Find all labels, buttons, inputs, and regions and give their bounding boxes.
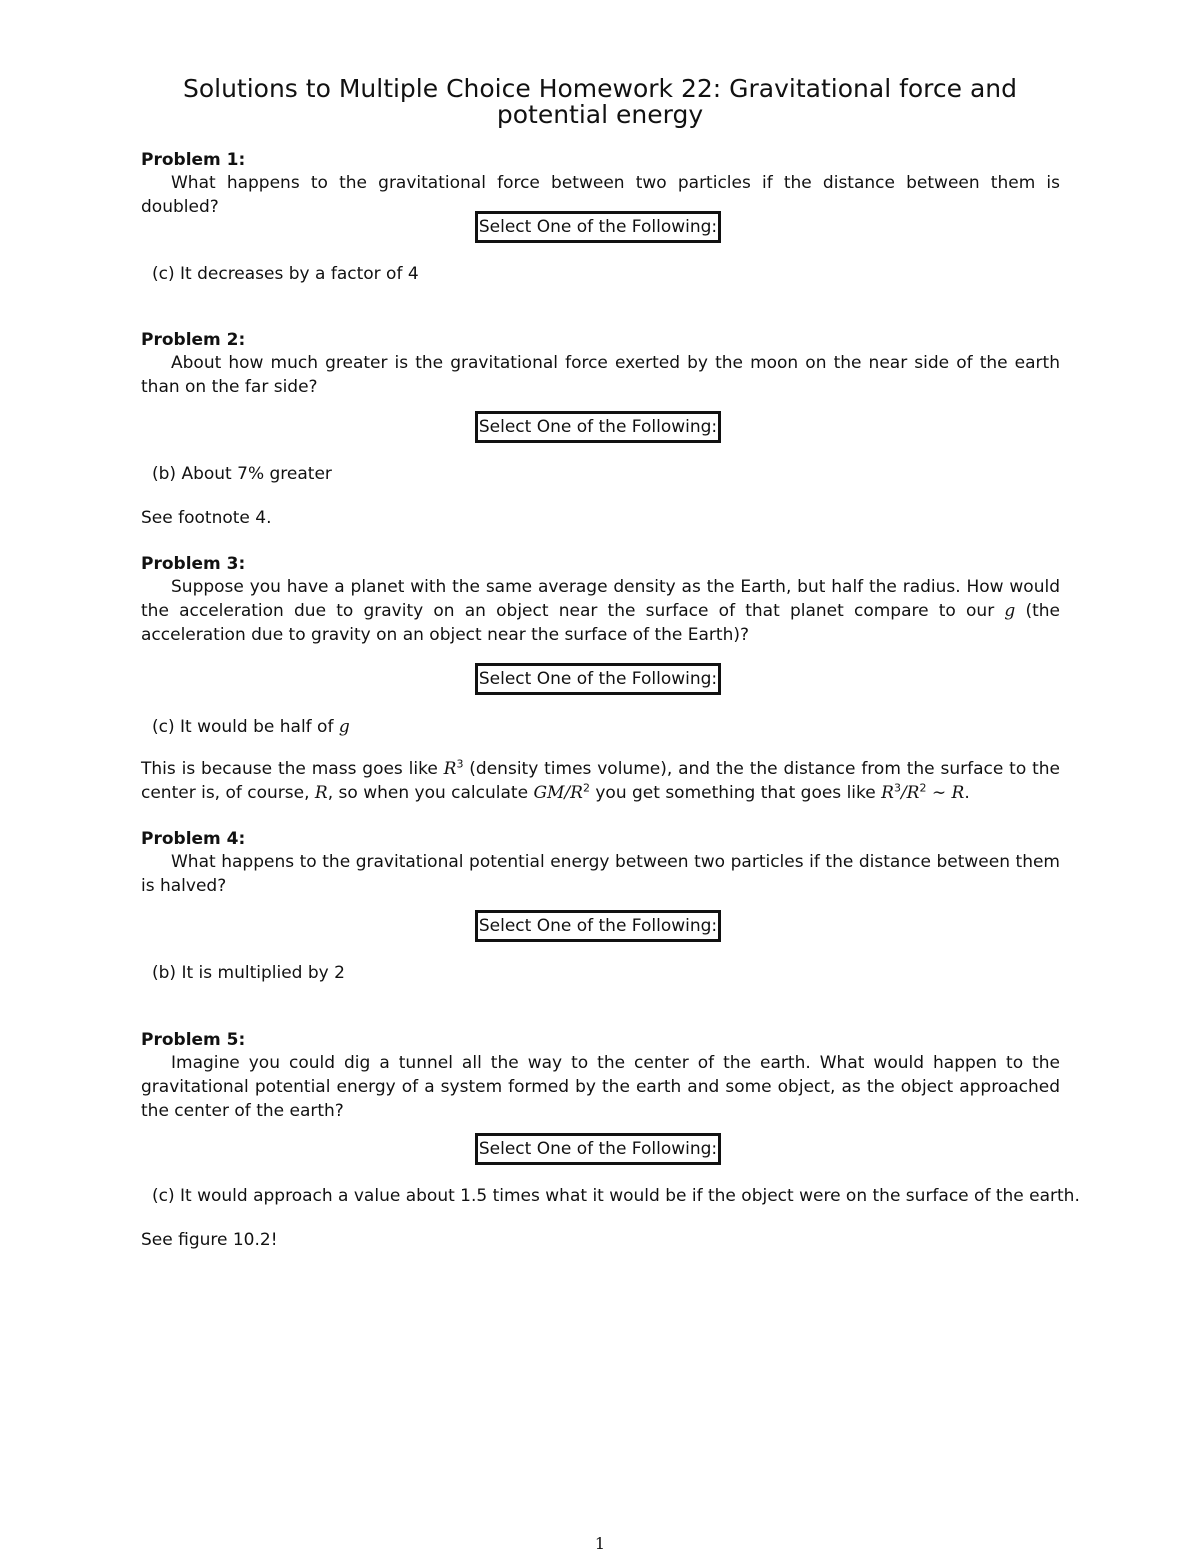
problem-1: [141, 149, 1060, 219]
note-math: /R: [900, 783, 920, 803]
problem-1-question: What happens to the gravitational force between two particles if the distance between them is doubled?: [141, 173, 1060, 217]
note-math: R: [314, 783, 328, 803]
problem-3-question: [141, 575, 1060, 647]
problem-5-select-box: Select One of the Following:: [475, 1133, 721, 1165]
note-text: you get something that goes like: [589, 783, 882, 803]
problem-2-question: About how much greater is the gravitational force exerted by the moon on the near side of the earth than on the far side?: [141, 353, 1060, 397]
problem-1-heading: Problem 1:: [141, 150, 246, 170]
note-text: This is because the mass goes like: [141, 759, 444, 779]
problem-3-question-text-end: (the acceleration due to gravity on an object near the surface of the Earth)?: [141, 601, 1061, 645]
note-math: R: [881, 783, 894, 803]
note-exponent: 3: [456, 757, 464, 771]
document-title: Solutions to Multiple Choice Homework 22: Gravitational force and potential energy: [182, 74, 1018, 129]
problem-4-heading: Problem 4:: [141, 829, 246, 849]
problem-2-heading: Problem 2:: [141, 330, 246, 350]
problem-3-select-box: Select One of the Following:: [475, 663, 721, 695]
note-text: , so when you calculate: [327, 783, 534, 803]
problem-1-select-box: Select One of the Following:: [475, 211, 721, 243]
note-exponent: 2: [919, 781, 927, 795]
problem-5-question: Imagine you could dig a tunnel all the way to the center of the earth. What would happen to the gravitational potential energy of a system formed by the earth and some object, as the object approached the center of the earth?: [141, 1053, 1060, 1121]
problem-5-answer: (c) It would approach a value about 1.5 times what it would be if the object were on the surface of the earth.: [152, 1186, 1080, 1206]
note-math: R: [443, 759, 457, 779]
problem-3-question-text: Suppose you have a planet with the same average density as the Earth, but half the radius. How would the acceleration due to gravity on an object near the surface of that planet compare to our: [141, 577, 1060, 621]
note-math: GM/R: [533, 783, 583, 803]
problem-3-answer-text: (c) It would be half of: [152, 717, 339, 737]
page-number: 1: [594, 1534, 606, 1553]
problem-3: [141, 553, 1060, 647]
problem-5-heading: Problem 5:: [141, 1030, 246, 1050]
problem-4-select-box: Select One of the Following:: [475, 910, 721, 942]
problem-3-answer-g: g: [338, 717, 350, 737]
note-exponent: 2: [582, 781, 590, 795]
problem-3-heading: Problem 3:: [141, 554, 246, 574]
problem-1-answer: (c) It decreases by a factor of 4: [152, 264, 419, 284]
problem-2-answer: (b) About 7% greater: [152, 464, 332, 484]
problem-4: [141, 828, 1060, 898]
problem-5: [141, 1029, 1060, 1123]
problem-2-select-box: Select One of the Following:: [475, 411, 721, 443]
problem-2-note: See footnote 4.: [141, 508, 272, 528]
problem-4-question: What happens to the gravitational potential energy between two particles if the distance between them is halved?: [141, 852, 1060, 896]
note-text: (density times volume), and the the distance from the surface to the center is, of course,: [141, 759, 1060, 803]
problem-3-answer: [152, 716, 350, 738]
note-text: .: [964, 783, 970, 803]
problem-2: [141, 329, 1060, 399]
note-exponent: 3: [893, 781, 901, 795]
note-math: ∼ R: [926, 783, 965, 803]
problem-5-note: See figure 10.2!: [141, 1230, 278, 1250]
problem-3-note: [141, 757, 1060, 805]
problem-4-answer: (b) It is multiplied by 2: [152, 963, 345, 983]
problem-3-question-g: g: [1004, 601, 1016, 621]
